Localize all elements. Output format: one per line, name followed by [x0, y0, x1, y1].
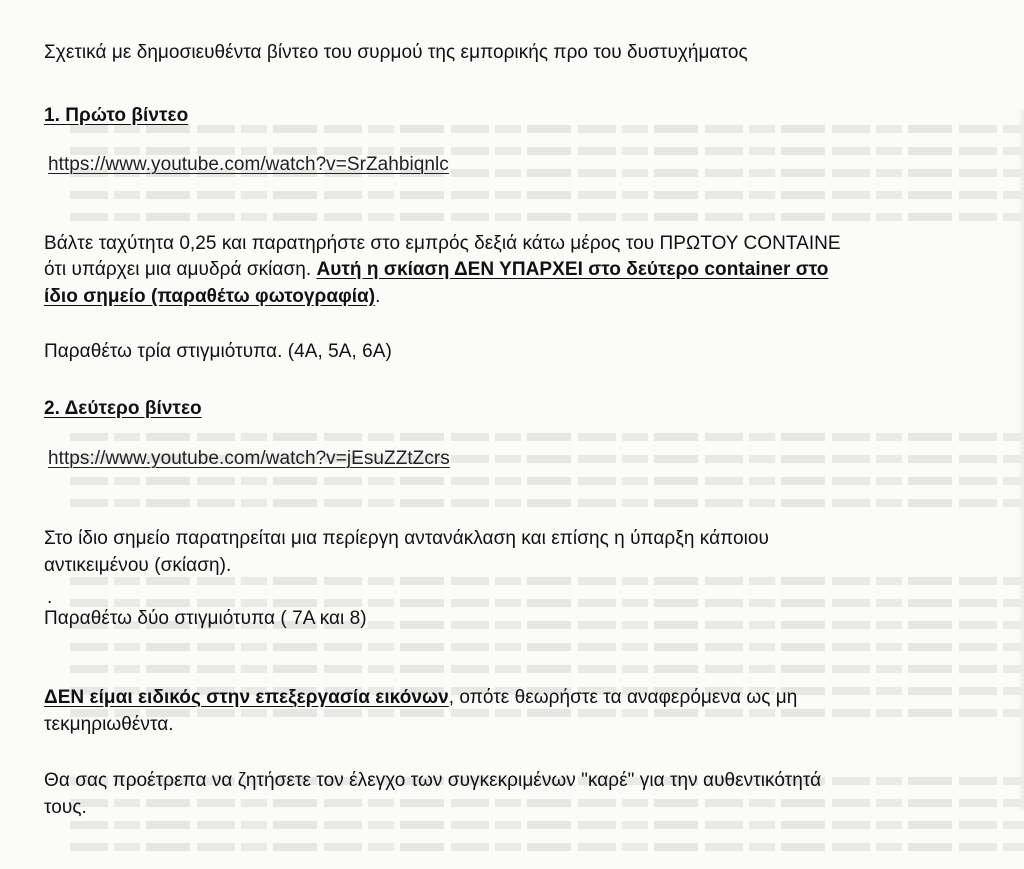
emphasized-text: ίδιο σημείο (παραθέτω φωτογραφία) [44, 286, 376, 307]
second-video-paragraph-line-1: Στο ίδιο σημείο παρατηρείται μια περίεργη αντανάκλαση και επίσης η ύπαρξη κάποιου [44, 528, 769, 549]
closing-line-1: Θα σας προέτρεπα να ζητήσετε τον έλεγχο των συγκεκριμένων "καρέ" για την αυθεντικότητά [44, 770, 822, 791]
second-video-link[interactable]: https://www.youtube.com/watch?v=jEsuZZtZcrs [48, 448, 450, 469]
section-heading-first-video: 1. Πρώτο βίντεο [44, 105, 189, 126]
disclaimer-line-1 [44, 686, 797, 710]
first-video-paragraph-line-1: Βάλτε ταχύτητα 0,25 και παρατηρήστε στο εμπρός δεξιά κάτω μέρος του ΠΡΩΤΟΥ CONTAINE [44, 233, 841, 254]
disclaimer-line-2: τεκμηριωθέντα. [44, 714, 174, 735]
intro-text: Σχετικά με δημοσιευθέντα βίντεο του συρμού της εμπορικής προ του δυστυχήματος [44, 42, 748, 63]
first-video-link[interactable]: https://www.youtube.com/watch?v=SrZahbiqnlc [48, 154, 449, 175]
paragraph-text: , οπότε θεωρήστε τα αναφερόμενα ως μη [448, 687, 798, 708]
closing-line-2: τους. [44, 797, 87, 818]
first-video-snapshots-note: Παραθέτω τρία στιγμιότυπα. (4A, 5A, 6A) [44, 341, 392, 362]
emphasized-text: Αυτή η σκίαση ΔΕΝ ΥΠΑΡΧΕΙ στο δεύτερο container στο [316, 259, 829, 280]
paragraph-text: ότι υπάρχει μια αμυδρά σκίαση. [44, 259, 317, 280]
stray-dot: . [47, 587, 53, 608]
emphasized-text: ΔΕΝ είμαι ειδικός στην επεξεργασία εικόνων [44, 687, 449, 708]
paragraph-text: . [375, 286, 381, 307]
first-video-paragraph-line-3 [44, 285, 381, 309]
section-heading-second-video: 2. Δεύτερο βίντεο [44, 398, 202, 419]
first-video-paragraph-line-2 [44, 258, 828, 282]
second-video-paragraph-line-2: αντικειμένου (σκίαση). [44, 555, 232, 576]
second-video-snapshots-note: Παραθέτω δύο στιγμιότυπα ( 7A και 8) [44, 608, 367, 629]
